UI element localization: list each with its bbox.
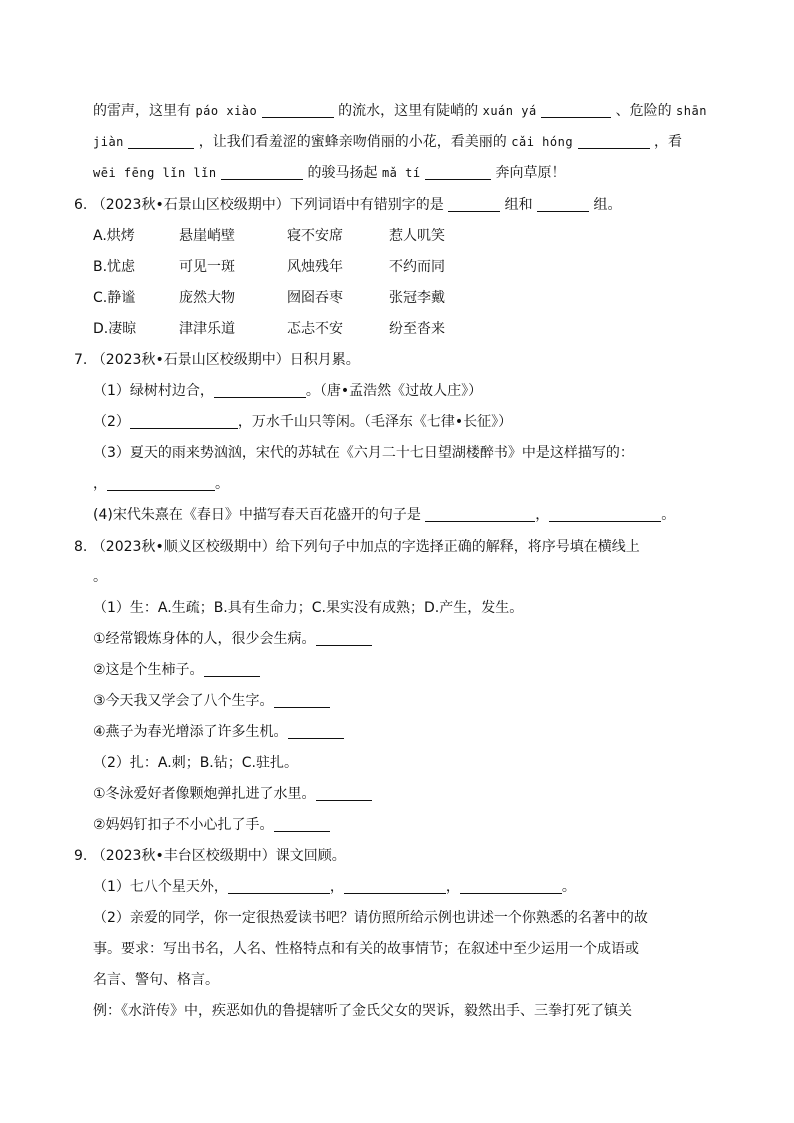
pinyin: cǎi hóng	[511, 135, 574, 149]
pinyin: páo xiào	[195, 104, 258, 118]
text: （2）亲爱的同学，你一定很热爱读书吧？请仿照所给示例也讲述一个你熟悉的名著中的故	[93, 910, 648, 926]
text: 的雷声，这里有	[93, 103, 196, 119]
answer-blank[interactable]	[274, 817, 330, 832]
text: （1）绿树村边合，	[93, 383, 214, 399]
answer-blank[interactable]	[288, 724, 344, 739]
answer-blank[interactable]	[130, 414, 238, 429]
text: (4)宋代朱熹在《春日》中描写春天百花盛开的句子是	[93, 507, 426, 523]
answer-blank[interactable]	[107, 476, 215, 491]
answer-blank[interactable]	[541, 103, 611, 118]
pinyin: xuán yá	[482, 104, 537, 118]
answer-blank[interactable]	[344, 879, 446, 894]
text-line	[93, 1001, 632, 1021]
text: ，	[93, 476, 107, 492]
text: 的流水，这里有陡峭的	[333, 103, 483, 119]
option-label: C.静谧	[93, 290, 136, 306]
text-line	[93, 443, 634, 463]
text: 奔向草原！	[491, 165, 566, 181]
option-word: 庞然大物	[179, 290, 235, 306]
question-number: 9.	[74, 848, 88, 864]
text: 。	[561, 879, 576, 895]
text-line	[93, 101, 707, 121]
text: （1）七八个星天外，	[93, 879, 228, 895]
question-8	[74, 537, 640, 557]
text-line	[93, 132, 682, 152]
text-line	[93, 691, 330, 711]
option-word: 纷至沓来	[389, 321, 445, 337]
answer-blank[interactable]	[262, 103, 334, 118]
pinyin: wēi fēng lǐn lǐn	[93, 166, 217, 180]
option-word: 津津乐道	[179, 321, 235, 337]
text: ，	[329, 879, 344, 895]
text-line	[93, 908, 648, 928]
pinyin: jiàn	[93, 135, 124, 149]
text-line	[93, 567, 107, 587]
text-line	[93, 784, 372, 804]
text: ②妈妈钉扣子不小心扎了手。	[93, 817, 274, 833]
answer-blank[interactable]	[549, 507, 661, 522]
text-line	[93, 722, 344, 742]
answer-blank[interactable]	[448, 197, 500, 212]
text-line	[93, 877, 576, 897]
text: （1）生：A.生疏；B.具有生命力；C.果实没有成熟；D.产生，发生。	[93, 600, 524, 616]
text-line	[93, 381, 482, 401]
answer-blank[interactable]	[578, 134, 650, 149]
text-line	[93, 163, 565, 183]
text: 、危险的	[611, 103, 677, 119]
pinyin: shān	[676, 104, 707, 118]
option-word: 不约而同	[389, 259, 445, 275]
text-line	[93, 474, 229, 494]
text-line	[93, 660, 260, 680]
text: ，万水千山只等闲。（毛泽东《七律•长征》）	[237, 414, 513, 430]
text: （2）	[93, 414, 130, 430]
text-line	[93, 505, 675, 525]
text-line	[93, 412, 512, 432]
text: （3）夏天的雨来势汹汹，宋代的苏轼在《六月二十七日望湖楼醉书》中是这样描写的：	[93, 445, 634, 461]
text-line	[93, 629, 372, 649]
option-word: 囫囵吞枣	[287, 290, 343, 306]
text-line	[93, 753, 298, 773]
text: ④燕子为春光增添了许多生机。	[93, 724, 288, 740]
question-number: 6.	[74, 197, 88, 213]
text: 。（唐•孟浩然《过故人庄》）	[305, 383, 483, 399]
answer-blank[interactable]	[214, 383, 306, 398]
option-word: 悬崖峭壁	[179, 228, 235, 244]
question-text: （2023秋•石景山区校级期中）日积月累。	[91, 352, 360, 368]
answer-blank[interactable]	[221, 165, 303, 180]
option-label: D.凄晾	[93, 321, 137, 337]
text: ，	[535, 507, 550, 523]
question-text: （2023秋•丰台区校级期中）课文回顾。	[91, 848, 346, 864]
text: ③今天我又学会了八个生字。	[93, 693, 274, 709]
option-label: A.烘烤	[93, 228, 135, 244]
text: 组。	[589, 197, 622, 213]
text: 。	[93, 569, 107, 585]
question-6	[74, 195, 622, 215]
text-line	[93, 815, 330, 835]
answer-blank[interactable]	[316, 786, 372, 801]
answer-blank[interactable]	[228, 879, 330, 894]
option-word: 张冠李戴	[389, 290, 445, 306]
answer-blank[interactable]	[460, 879, 562, 894]
option-word: 惹人叽笑	[389, 228, 445, 244]
question-number: 7.	[74, 352, 88, 368]
question-text: （2023秋•顺义区校级期中）给下列句子中加点的字选择正确的解释，将序号填在横线上	[91, 539, 640, 555]
question-text: （2023秋•石景山区校级期中）下列词语中有错别字的是	[91, 197, 449, 213]
answer-blank[interactable]	[425, 507, 535, 522]
text: ②这是个生柿子。	[93, 662, 204, 678]
question-7	[74, 350, 360, 370]
text: 的骏马扬起	[303, 165, 382, 181]
option-word: 可见一斑	[179, 259, 235, 275]
text-line	[93, 939, 639, 959]
answer-blank[interactable]	[425, 165, 491, 180]
option-word: 寝不安席	[287, 228, 343, 244]
option-word: 风烛残年	[287, 259, 343, 275]
text: 。	[661, 507, 676, 523]
text: ，看	[649, 134, 682, 150]
text: ①冬泳爱好者像颗炮弹扎进了水里。	[93, 786, 316, 802]
text: 组和	[500, 197, 538, 213]
text: 。	[215, 476, 229, 492]
text: ①经常锻炼身体的人，很少会生病。	[93, 631, 316, 647]
question-9	[74, 846, 346, 866]
answer-blank[interactable]	[204, 662, 260, 677]
text: ，让我们看羞涩的蜜蜂亲吻俏丽的小花，看美丽的	[194, 134, 512, 150]
question-number: 8.	[74, 539, 88, 555]
answer-blank[interactable]	[274, 693, 330, 708]
text-line	[93, 598, 523, 618]
pinyin: mǎ tí	[381, 166, 421, 180]
answer-blank[interactable]	[316, 631, 372, 646]
text: ，	[445, 879, 460, 895]
text: （2）扎：A.刺；B.钻；C.驻扎。	[93, 755, 298, 771]
example-text: 例：《水浒传》中，疾恶如仇的鲁提辖听了金氏父女的哭诉，毅然出手、三拳打死了镇关	[93, 1003, 632, 1019]
answer-blank[interactable]	[537, 197, 589, 212]
text-line	[93, 970, 219, 990]
text: 名言、警句、格言。	[93, 972, 219, 988]
option-label: B.忧虑	[93, 259, 136, 275]
option-word: 忑忐不安	[287, 321, 343, 337]
answer-blank[interactable]	[128, 134, 194, 149]
text: 事。要求：写出书名，人名、性格特点和有关的故事情节；在叙述中至少运用一个成语或	[93, 941, 639, 957]
